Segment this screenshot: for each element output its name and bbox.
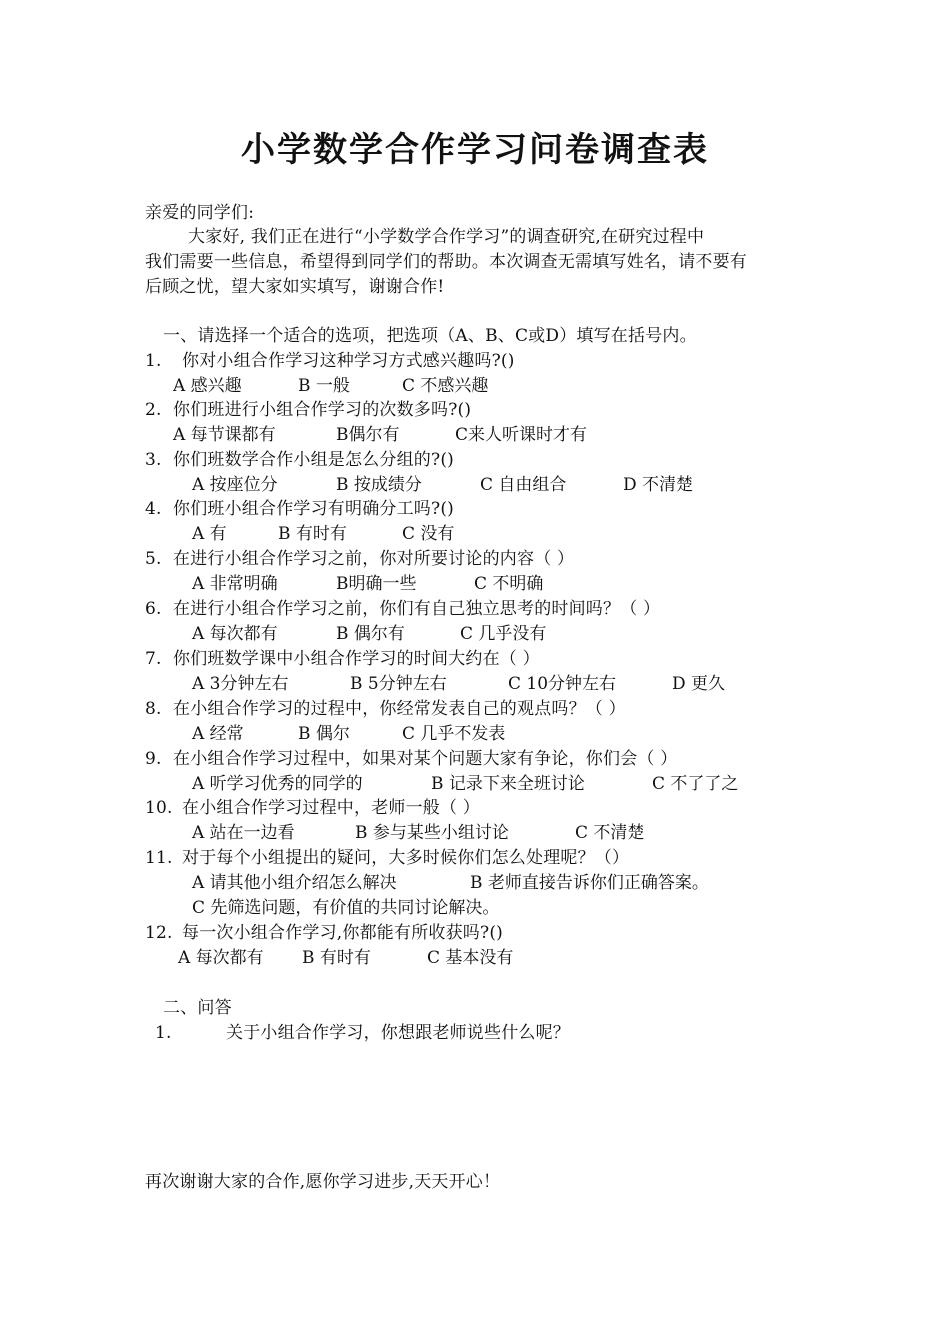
option: A 每次都有 bbox=[192, 624, 278, 644]
question-text: 你们班数学课中小组合作学习的时间大约在（ ） bbox=[173, 649, 540, 669]
section-heading: 二、问答 bbox=[163, 998, 232, 1018]
intro-line: 我们需要一些信息，希望得到同学们的帮助。本次调查无需填写姓名，请不要有 bbox=[145, 252, 747, 272]
question-number: 2. bbox=[145, 400, 162, 420]
question-number: 7. bbox=[145, 649, 162, 669]
option: B明确一些 bbox=[336, 574, 417, 594]
option: A 感兴趣 bbox=[173, 376, 242, 396]
option: B 记录下来全班讨论 bbox=[431, 774, 585, 794]
question-text: 在小组合作学习的过程中，你经常发表自己的观点吗？（ ） bbox=[173, 699, 626, 719]
option: A 有 bbox=[192, 524, 227, 544]
option: B 偶尔有 bbox=[336, 624, 405, 644]
option: B 按成绩分 bbox=[336, 475, 422, 495]
option: C来人听课时才有 bbox=[455, 425, 588, 445]
option: A 非常明确 bbox=[192, 574, 278, 594]
question-text: 在进行小组合作学习之前，你们有自己独立思考的时间吗？（ ） bbox=[173, 599, 661, 619]
option: B 老师直接告诉你们正确答案。 bbox=[470, 873, 709, 893]
option: C 不了了之 bbox=[652, 774, 739, 794]
option: C 先筛选问题，有价值的共同讨论解决。 bbox=[192, 898, 500, 918]
option: B 一般 bbox=[298, 376, 350, 396]
question-text: 你们班进行小组合作学习的次数多吗?() bbox=[173, 400, 472, 420]
question-number: 5. bbox=[145, 549, 162, 569]
option: C 不清楚 bbox=[575, 823, 645, 843]
option: C 自由组合 bbox=[480, 475, 567, 495]
essay-number: 1. bbox=[155, 1023, 172, 1043]
option: C 没有 bbox=[402, 524, 455, 544]
option: C 不感兴趣 bbox=[402, 376, 489, 396]
option: C 10分钟左右 bbox=[508, 674, 617, 694]
closing-text: 再次谢谢大家的合作,愿你学习进步,天天开心！ bbox=[145, 1172, 501, 1192]
option: C 几乎不发表 bbox=[402, 724, 506, 744]
question-text: 每一次小组合作学习,你都能有所收获吗?() bbox=[182, 923, 503, 943]
question-text: 在小组合作学习过程中，如果对某个问题大家有争论，你们会（ ） bbox=[173, 749, 678, 769]
section-heading: 一、请选择一个适合的选项，把选项（A、B、C或D）填写在括号内。 bbox=[163, 326, 697, 346]
option: D 更久 bbox=[672, 674, 726, 694]
option: A 每节课都有 bbox=[173, 425, 276, 445]
question-text: 你们班小组合作学习有明确分工吗?() bbox=[173, 499, 454, 519]
intro-line: 后顾之忧，望大家如实填写，谢谢合作! bbox=[145, 277, 445, 297]
question-number: 10. bbox=[145, 798, 173, 818]
option: C 不明确 bbox=[474, 574, 544, 594]
page-title: 小学数学合作学习问卷调查表 bbox=[241, 130, 709, 170]
question-text: 在进行小组合作学习之前，你对所要讨论的内容（ ） bbox=[173, 549, 575, 569]
greeting: 亲爱的同学们: bbox=[145, 203, 255, 223]
question-number: 12. bbox=[145, 923, 173, 943]
intro-line: 大家好, 我们正在进行“小学数学合作学习”的调查研究,在研究过程中 bbox=[188, 227, 705, 247]
question-number: 9. bbox=[145, 749, 162, 769]
option: D 不清楚 bbox=[623, 475, 694, 495]
question-text: 你们班数学合作小组是怎么分组的?() bbox=[173, 450, 454, 470]
question-number: 8. bbox=[145, 699, 162, 719]
question-text: 在小组合作学习过程中，老师一般（ ） bbox=[182, 798, 481, 818]
question-number: 11. bbox=[145, 848, 173, 868]
question-text: 对于每个小组提出的疑问，大多时候你们怎么处理呢？（） bbox=[182, 848, 630, 868]
option: A 听学习优秀的同学的 bbox=[192, 774, 363, 794]
option: A 按座位分 bbox=[192, 475, 278, 495]
option: B 有时有 bbox=[278, 524, 347, 544]
option: C 几乎没有 bbox=[460, 624, 547, 644]
question-number: 3. bbox=[145, 450, 162, 470]
question-number: 1. bbox=[145, 351, 162, 371]
question-number: 6. bbox=[145, 599, 162, 619]
option: A 经常 bbox=[192, 724, 244, 744]
essay-question: 关于小组合作学习，你想跟老师说些什么呢？ bbox=[226, 1023, 570, 1043]
option: B 有时有 bbox=[302, 948, 371, 968]
option: A 站在一边看 bbox=[192, 823, 295, 843]
option: A 请其他小组介绍怎么解决 bbox=[192, 873, 397, 893]
option: B 5分钟左右 bbox=[350, 674, 447, 694]
option: B 参与某些小组讨论 bbox=[355, 823, 509, 843]
option: B偶尔有 bbox=[336, 425, 400, 445]
question-number: 4. bbox=[145, 499, 162, 519]
option: B 偶尔 bbox=[298, 724, 350, 744]
option: A 每次都有 bbox=[178, 948, 264, 968]
question-text: 你对小组合作学习这种学习方式感兴趣吗?() bbox=[182, 351, 515, 371]
option: C 基本没有 bbox=[427, 948, 514, 968]
option: A 3分钟左右 bbox=[192, 674, 289, 694]
